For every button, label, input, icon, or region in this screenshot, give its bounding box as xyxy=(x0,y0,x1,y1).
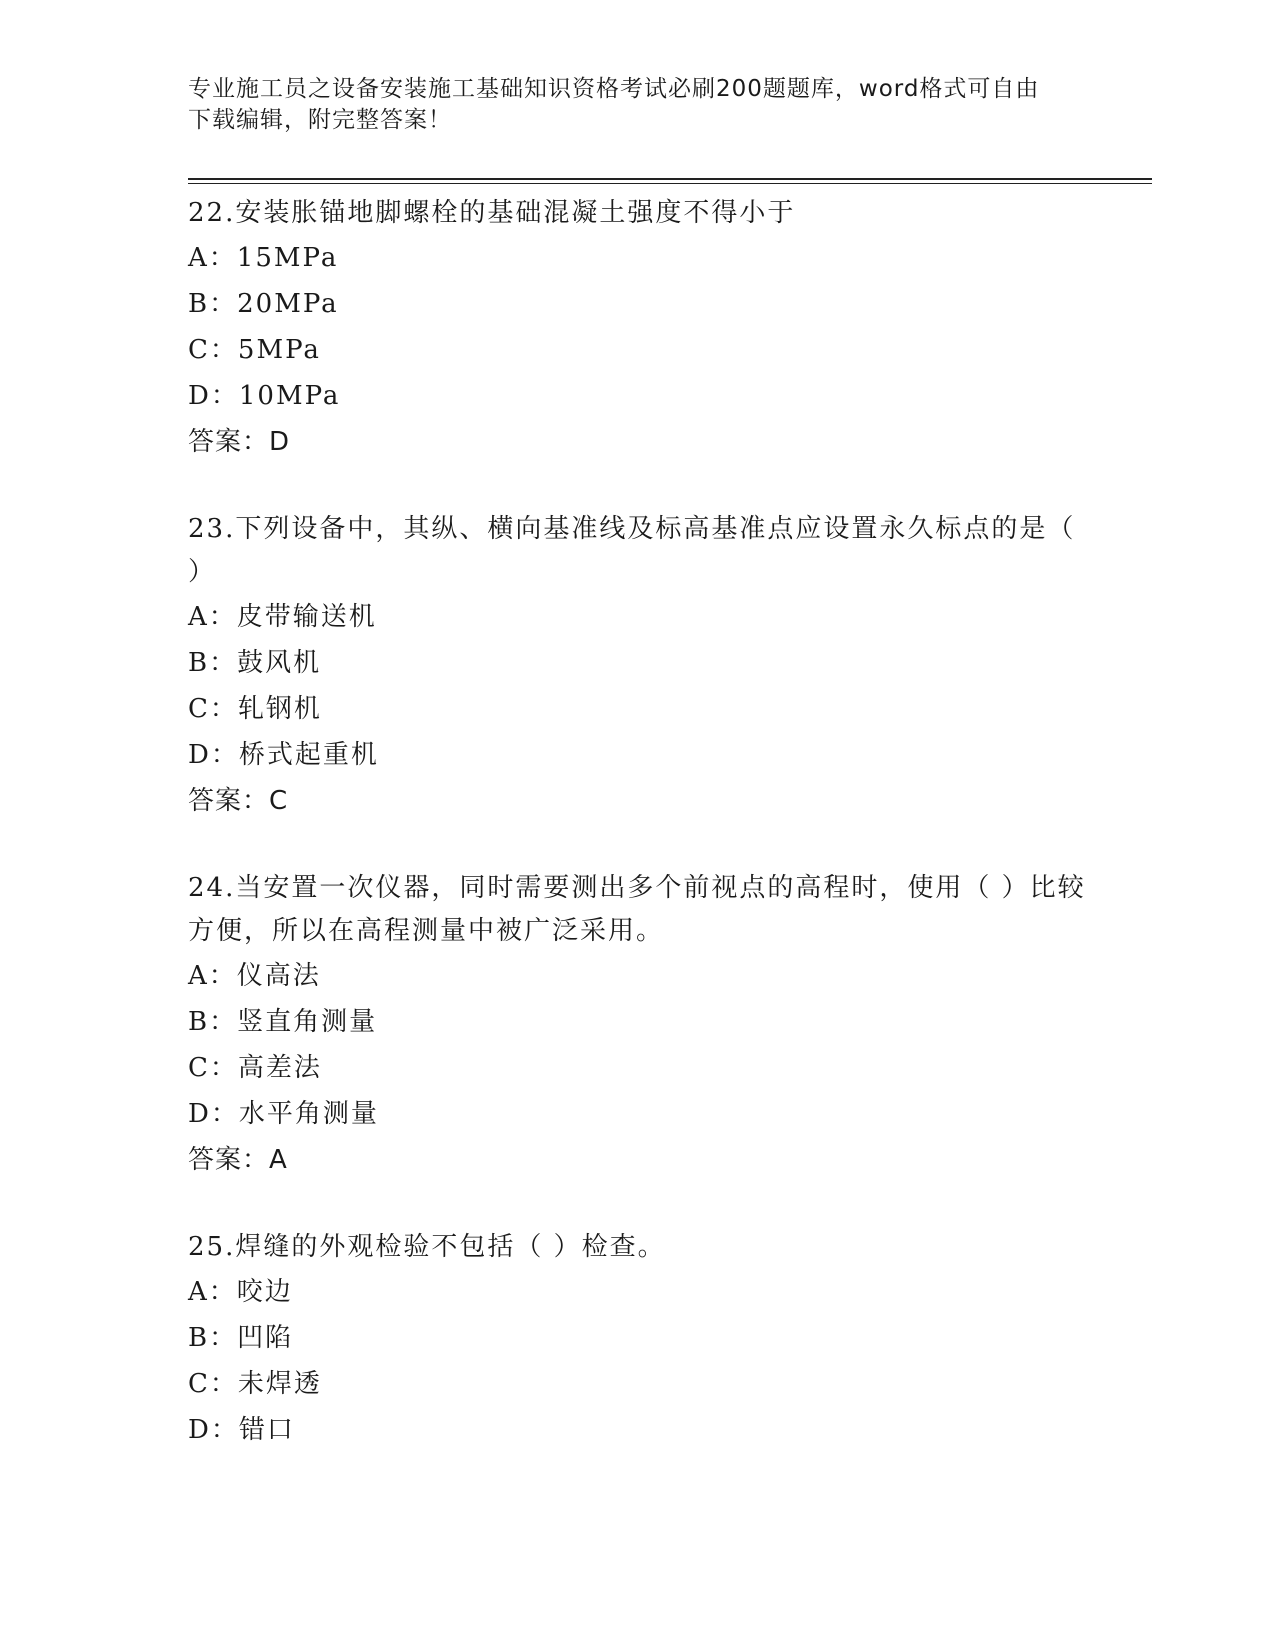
option-a xyxy=(188,1269,1088,1315)
option-value: 轧钢机 xyxy=(237,694,322,724)
option-value: 竖直角测量 xyxy=(237,1007,378,1037)
option-d xyxy=(188,1407,1088,1453)
question-text: 24.当安置一次仪器，同时需要测出多个前视点的高程时，使用（ ）比较方便，所以在高程测量中被广泛采用。 xyxy=(188,873,1086,946)
question-list xyxy=(188,192,1088,1496)
option-key: D： xyxy=(188,1099,239,1129)
option-value: 15MPa xyxy=(236,243,339,273)
option-value: 仪高法 xyxy=(236,961,321,991)
question-22 xyxy=(188,192,1088,465)
option-a xyxy=(188,594,1088,640)
option-c xyxy=(188,1361,1088,1407)
option-key: A： xyxy=(188,961,237,991)
option-value: 10MPa xyxy=(238,381,341,411)
option-key: C： xyxy=(188,1053,238,1083)
question-25 xyxy=(188,1226,1088,1453)
option-key: C： xyxy=(188,1369,238,1399)
option-d xyxy=(188,373,1088,419)
option-key: B： xyxy=(188,1007,238,1037)
option-value: 20MPa xyxy=(237,289,339,319)
document-header xyxy=(188,74,1068,136)
answer: 答案：C xyxy=(188,786,289,816)
option-key: B： xyxy=(188,648,238,678)
option-value: 5MPa xyxy=(237,335,321,365)
option-c xyxy=(188,1045,1088,1091)
header-divider-thin xyxy=(188,183,1152,184)
option-key: B： xyxy=(188,289,238,319)
option-a xyxy=(188,235,1088,281)
header-line-2: 下载编辑，附完整答案！ xyxy=(188,107,452,133)
option-a xyxy=(188,953,1088,999)
option-key: D： xyxy=(188,381,239,411)
question-23 xyxy=(188,508,1088,824)
option-value: 错口 xyxy=(238,1415,295,1445)
option-value: 咬边 xyxy=(236,1277,293,1307)
question-text: 22.安装胀锚地脚螺栓的基础混凝土强度不得小于 xyxy=(188,198,796,228)
option-key: C： xyxy=(188,694,238,724)
question-text: 25.焊缝的外观检验不包括（ ）检查。 xyxy=(188,1232,666,1262)
question-24 xyxy=(188,867,1088,1183)
option-d xyxy=(188,1091,1088,1137)
option-c xyxy=(188,327,1088,373)
option-value: 鼓风机 xyxy=(237,648,322,678)
option-d xyxy=(188,732,1088,778)
option-b xyxy=(188,640,1088,686)
option-key: A： xyxy=(188,602,237,632)
option-value: 凹陷 xyxy=(237,1323,294,1353)
option-key: A： xyxy=(188,243,237,273)
answer: 答案：A xyxy=(188,1145,288,1175)
option-key: C： xyxy=(188,335,238,365)
option-b xyxy=(188,281,1088,327)
option-value: 未焊透 xyxy=(237,1369,322,1399)
question-text: 23.下列设备中，其纵、横向基准线及标高基准点应设置永久标点的是（ ） xyxy=(188,514,1076,587)
option-b xyxy=(188,999,1088,1045)
option-value: 桥式起重机 xyxy=(238,740,379,770)
option-b xyxy=(188,1315,1088,1361)
header-divider-thick xyxy=(188,178,1152,180)
option-c xyxy=(188,686,1088,732)
option-value: 皮带输送机 xyxy=(236,602,377,632)
option-key: B： xyxy=(188,1323,238,1353)
header-line-1: 专业施工员之设备安装施工基础知识资格考试必刷200题题库，word格式可自由 xyxy=(188,76,1040,102)
answer: 答案：D xyxy=(188,427,291,457)
option-key: A： xyxy=(188,1277,237,1307)
option-key: D： xyxy=(188,740,239,770)
option-key: D： xyxy=(188,1415,239,1445)
option-value: 高差法 xyxy=(237,1053,322,1083)
option-value: 水平角测量 xyxy=(238,1099,379,1129)
